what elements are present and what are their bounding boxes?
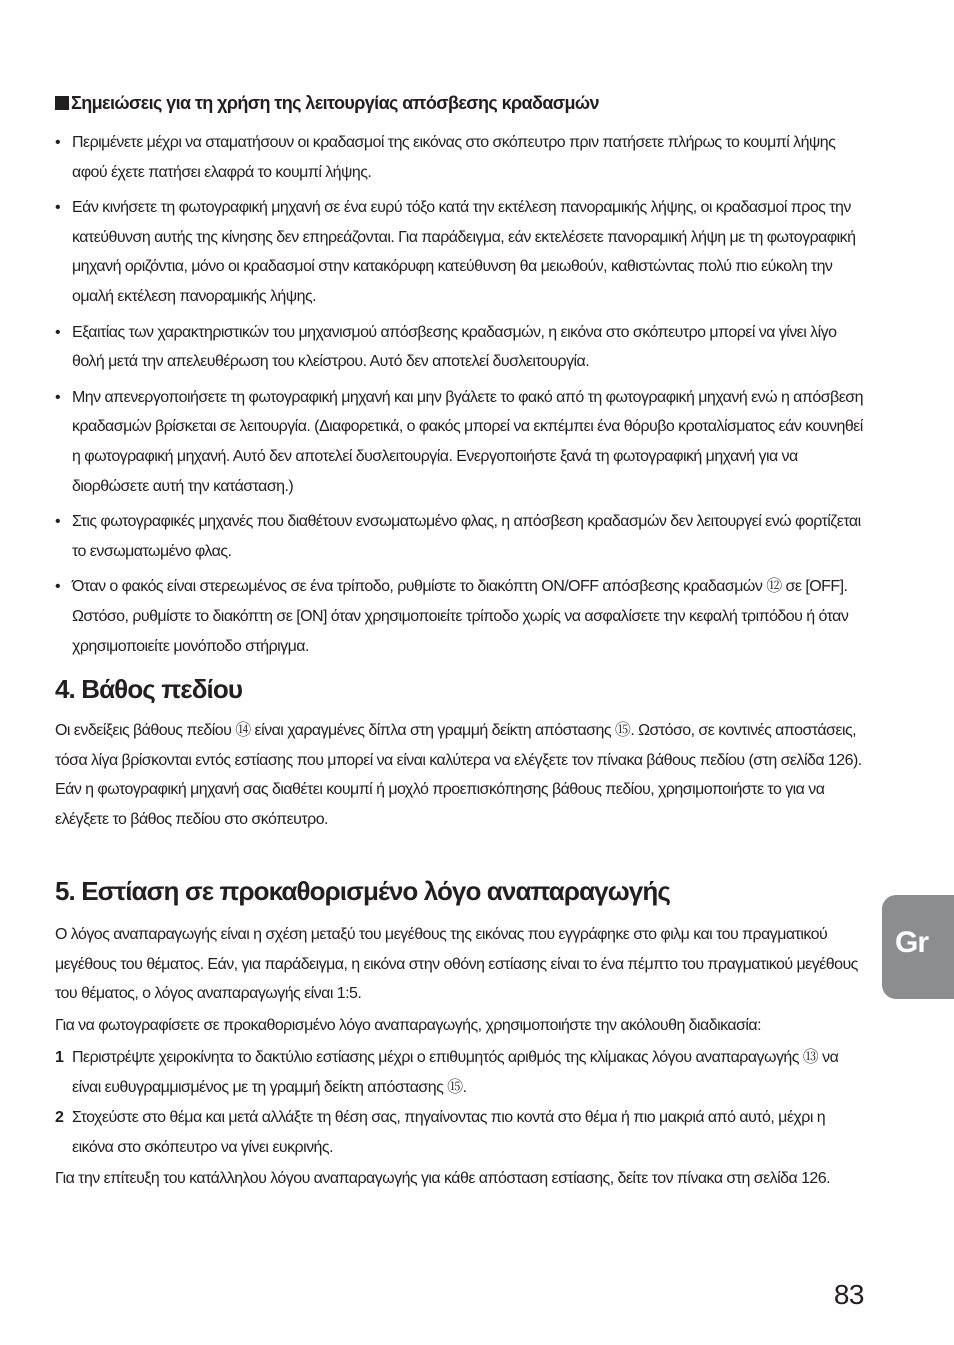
procedure-step bbox=[55, 1103, 867, 1162]
page-number: 83 bbox=[833, 1279, 864, 1310]
list-item bbox=[55, 128, 867, 187]
list-item bbox=[55, 383, 867, 501]
procedure-step bbox=[55, 1043, 867, 1102]
bullet-icon: • bbox=[55, 323, 61, 341]
list-item-text: Στις φωτογραφικές μηχανές που διαθέτουν ενσωματωμένο φλας, η απόσβεση κραδασμών δεν λειτουργεί ενώ φορτίζεται το ενσωματωμένο φλας. bbox=[72, 513, 861, 560]
list-item bbox=[55, 193, 867, 311]
language-tab-label: Gr bbox=[895, 926, 929, 959]
list-item bbox=[55, 318, 867, 377]
bullet-icon: • bbox=[55, 199, 61, 217]
square-bullet-icon bbox=[55, 96, 69, 110]
reproduction-procedure: Για να φωτογραφίσετε σε προκαθορισμένο λόγο αναπαραγωγής, χρησιμοποιήστε την ακόλουθη διαδικασία: bbox=[55, 1017, 761, 1034]
bullet-icon: • bbox=[55, 388, 61, 406]
notes-list bbox=[55, 128, 867, 667]
list-item-text: Όταν ο φακός είναι στερεωμένος σε ένα τρίποδο, ρυθμίστε το διακόπτη ON/OFF απόσβεσης κραδασμών ⑫ σε [OFF]. Ωστόσο, ρυθμίστε το διακόπτη σε [ON] όταν χρησιμοποιείτε τρίποδο χωρίς να ασφαλίσετε την κεφαλή τριπόδου ή όταν χρησιμοποιείτε μονόποδο στήριγμα. bbox=[72, 578, 849, 655]
list-item bbox=[55, 507, 867, 566]
list-item-text: Περιμένετε μέχρι να σταματήσουν οι κραδασμοί της εικόνας στο σκόπευτρο πριν πατήσετε πλήρως το κουμπί λήψης αφού έχετε πατήσει ελαφρά το κουμπί λήψης. bbox=[72, 134, 836, 181]
notes-heading bbox=[55, 93, 895, 114]
step-text: Στοχεύστε στο θέμα και μετά αλλάξτε τη θέση σας, πηγαίνοντας πιο κοντά στο θέμα ή πιο μακριά από αυτό, μέχρι η εικόνα στο σκόπευτρο να γίνει ευκρινής. bbox=[72, 1109, 826, 1156]
bullet-icon: • bbox=[55, 513, 61, 531]
step-number: 2 bbox=[55, 1109, 64, 1127]
step-text: Περιστρέψτε χειροκίνητα το δακτύλιο εστίασης μέχρι ο επιθυμητός αριθμός της κλίμακας λόγου αναπαραγωγής ⑬ να είναι ευθυγραμμισμένος με τη γραμμή δείκτη απόστασης ⑮. bbox=[72, 1049, 839, 1096]
bullet-icon: • bbox=[55, 134, 61, 151]
procedure-steps bbox=[55, 1043, 867, 1163]
bullet-icon: • bbox=[55, 578, 61, 596]
depth-of-field-body: Οι ενδείξεις βάθους πεδίου ⑭ είναι χαραγμένες δίπλα στη γραμμή δείκτη απόστασης ⑮. Ωστόσο, σε κοντινές αποστάσεις, τόσα λίγα βρίσκονται εντός εστίασης που μπορεί να είναι καλύτερα να ελέγξετε τον πίνακα βάθους πεδίου (στη σελίδα 126). Εάν η φωτογραφική μηχανή σας διαθέτει κουμπί ή μοχλό προεπισκόπησης βάθους πεδίου, χρησιμοποιήστε το για να ελέγξετε το βάθος πεδίου στο σκόπευτρο. bbox=[55, 722, 862, 828]
list-item-text: Μην απενεργοποιήσετε τη φωτογραφική μηχανή και μην βγάλετε το φακό από τη φωτογραφική μηχανή ενώ η απόσβεση κραδασμών βρίσκεται σε λειτουργία. (Διαφορετικά, ο φακός μπορεί να εκπέμπει ένα θόρυβο κροταλίσματος εάν κουνηθεί η φωτογραφική μηχανή. Αυτό δεν αποτελεί δυσλειτουργία. Ενεργοποιήστε ξανά τη φωτογραφική μηχανή για να διορθώσετε αυτή την κατάσταση.) bbox=[72, 388, 863, 495]
reproduction-intro: Ο λόγος αναπαραγωγής είναι η σχέση μεταξύ του μεγέθους της εικόνας που εγγράφηκε στο φιλμ και του πραγματικού μεγέθους του θέματος. Εάν, για παράδειγμα, η εικόνα στην οθόνη εστίασης είναι το ένα πέμπτο του πραγματικού μεγέθους του θέματος, ο λόγος αναπαραγωγής είναι 1:5. bbox=[55, 926, 858, 1003]
reproduction-ratio-heading: 5. Εστίαση σε προκαθορισμένο λόγο αναπαραγωγής bbox=[55, 876, 670, 906]
language-tab bbox=[882, 895, 954, 999]
list-item-text: Εξαιτίας των χαρακτηριστικών του μηχανισμού απόσβεσης κραδασμών, η εικόνα στο σκόπευτρο μπορεί να γίνει λίγο θολή μετά την απελευθέρωση του κλείστρου. Αυτό δεν αποτελεί δυσλειτουργία. bbox=[72, 323, 837, 371]
step-number: 1 bbox=[55, 1049, 64, 1066]
list-item bbox=[55, 572, 867, 661]
depth-of-field-heading: 4. Βάθος πεδίου bbox=[55, 674, 243, 704]
reproduction-footer: Για την επίτευξη του κατάλληλου λόγου αναπαραγωγής για κάθε απόσταση εστίασης, δείτε τον πίνακα στη σελίδα 126. bbox=[55, 1170, 831, 1187]
notes-heading-text: Σημειώσεις για τη χρήση της λειτουργίας απόσβεσης κραδασμών bbox=[71, 93, 599, 113]
list-item-text: Εάν κινήσετε τη φωτογραφική μηχανή σε ένα ευρύ τόξο κατά την εκτέλεση πανοραμικής λήψης, οι κραδασμοί προς την κατεύθυνση αυτής της κίνησης δεν επηρεάζονται. Για παράδειγμα, εάν εκτελέσετε πανοραμική λήψη με τη φωτογραφική μηχανή οριζόντια, μόνο οι κραδασμοί στην κατακόρυφη κατεύθυνση θα μειωθούν, καθιστώντας πολύ πιο εύκολη την ομαλή εκτέλεση πανοραμικής λήψης. bbox=[72, 199, 856, 305]
